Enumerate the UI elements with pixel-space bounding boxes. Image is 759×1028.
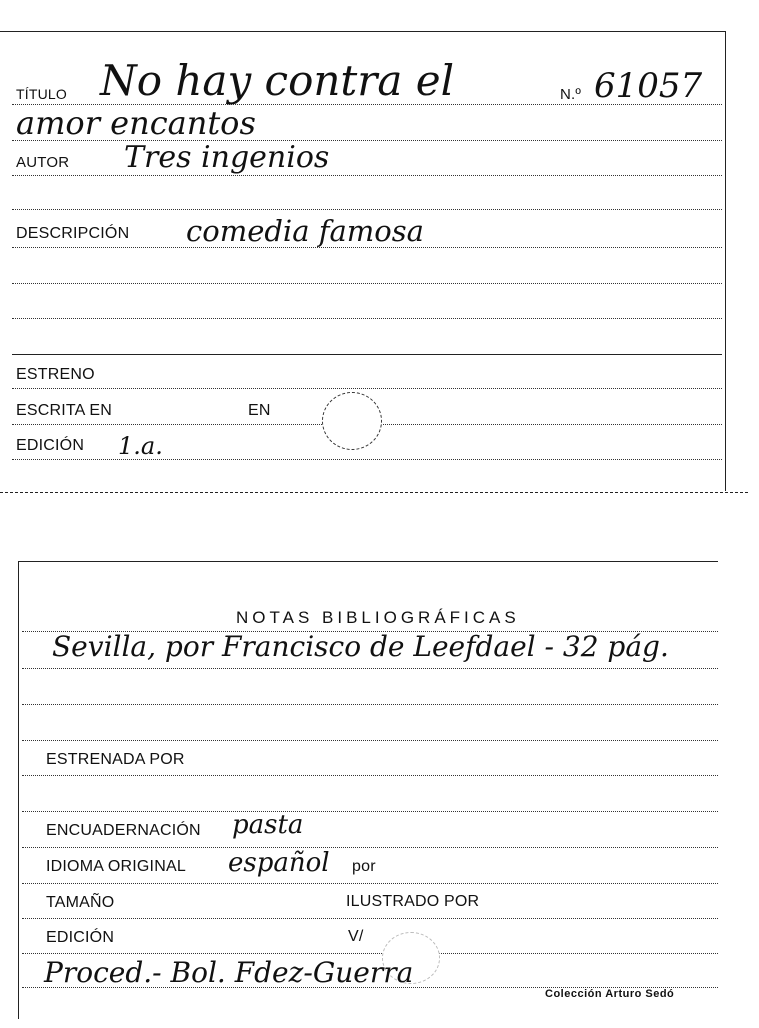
notas-bibliograficas-heading: NOTAS BIBLIOGRÁFICAS: [236, 608, 520, 627]
rule-line: [12, 318, 722, 319]
descripcion-value: comedia famosa: [186, 214, 424, 248]
rule-line: [22, 668, 718, 669]
procedencia-value: Proced.- Bol. Fdez-Guerra: [44, 956, 414, 989]
idioma-original-label: IDIOMA ORIGINAL: [46, 858, 186, 875]
rule-line: [12, 175, 722, 176]
autor-value: Tres ingenios: [124, 140, 330, 175]
titulo-label: TÍTULO: [16, 86, 67, 102]
rule-line: [22, 704, 718, 705]
descripcion-label: DESCRIPCIÓN: [16, 225, 130, 242]
rule-line: [22, 918, 718, 919]
titulo-value-line2: amor encantos: [16, 104, 256, 142]
rule-line: [12, 388, 722, 389]
edicion-label: EDICIÓN: [16, 437, 85, 454]
estrenada-por-label: ESTRENADA POR: [46, 751, 185, 768]
rule-line: [22, 847, 718, 848]
rule-line: [22, 775, 718, 776]
por-label: por: [352, 858, 376, 875]
encuadernacion-label: ENCUADERNACIÓN: [46, 822, 201, 839]
rule-line: [12, 283, 722, 284]
en-label: EN: [248, 402, 271, 419]
ilustrado-por-label: ILUSTRADO POR: [346, 893, 480, 910]
rule-line: [22, 740, 718, 741]
card-left-border: [18, 561, 19, 1019]
autor-label: AUTOR: [16, 154, 70, 171]
catalog-card-back: [0, 500, 759, 1028]
rule-line: [22, 953, 718, 954]
encuadernacion-value: pasta: [232, 810, 304, 840]
numero-value: 61057: [594, 66, 703, 106]
rule-line: [22, 883, 718, 884]
edicion-label: EDICIÓN: [46, 929, 115, 946]
card-bottom-border: [0, 492, 748, 493]
tamano-label: TAMAÑO: [46, 894, 115, 911]
escrita-en-label: ESCRITA EN: [16, 402, 112, 419]
rule-solid: [12, 354, 722, 355]
catalog-card-front: [0, 0, 759, 500]
punch-hole: [322, 392, 382, 450]
notas-value: Sevilla, por Francisco de Leefdael - 32 pág.: [52, 630, 669, 663]
collection-credit: Colección Arturo Sedó: [545, 988, 675, 1000]
estreno-label: ESTRENO: [16, 366, 95, 383]
card-top-border: [0, 31, 726, 32]
card-top-border: [18, 561, 718, 562]
idioma-original-value: español: [228, 848, 330, 878]
titulo-value-line1: No hay contra el: [100, 56, 455, 105]
card-right-border: [725, 31, 726, 491]
rule-line: [12, 209, 722, 210]
numero-label: N.º: [560, 86, 582, 103]
rule-line: [22, 811, 718, 812]
v-label: V/: [348, 928, 364, 945]
edicion-value: 1.a.: [118, 432, 163, 460]
